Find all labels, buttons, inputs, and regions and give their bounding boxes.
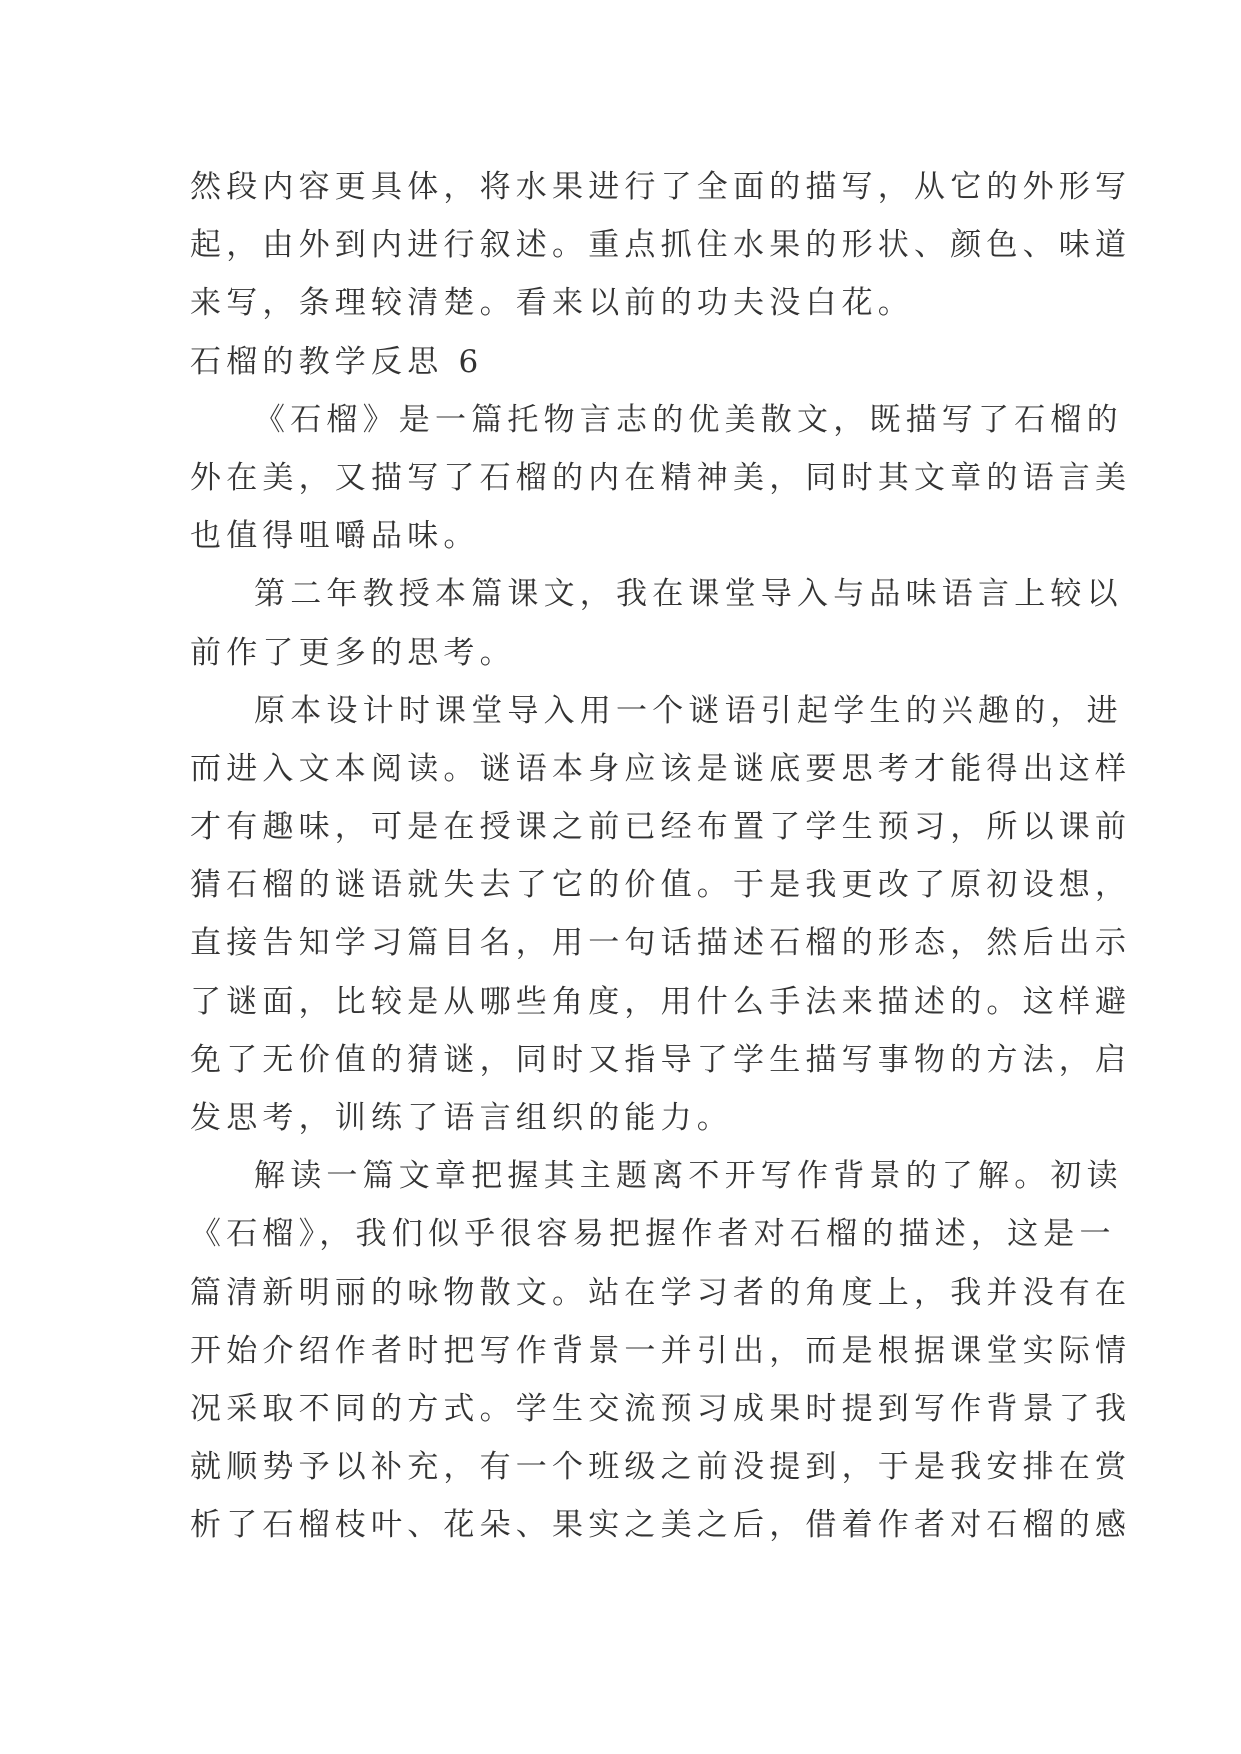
section-heading: 石榴的教学反思 6 <box>190 343 484 380</box>
text-line: 况采取不同的方式。学生交流预习成果时提到写作背景了我 <box>190 1390 1132 1427</box>
text-line: 就顺势予以补充，有一个班级之前没提到，于是我安排在赏 <box>190 1449 1132 1486</box>
text-line: 发思考，训练了语言组织的能力。 <box>190 1100 733 1136</box>
text-line: 然段内容更具体，将水果进行了全面的描写，从它的外形写 <box>190 169 1132 205</box>
text-line: 《石榴》，我们似乎很容易把握作者对石榴的描述，这是一 <box>190 1216 1116 1253</box>
text-line: 起，由外到内进行叙述。重点抓住水果的形状、颜色、味道 <box>190 227 1132 264</box>
text-line: 而进入文本阅读。谜语本身应该是谜底要思考才能得出这样 <box>190 750 1132 787</box>
text-line: 原本设计时课堂导入用一个谜语引起学生的兴趣的，进 <box>254 692 1123 729</box>
text-line: 《石榴》是一篇托物言志的优美散文，既描写了石榴的 <box>254 401 1123 438</box>
text-line: 析了石榴枝叶、花朵、果实之美之后，借着作者对石榴的感 <box>190 1507 1132 1544</box>
document-body <box>190 158 1132 1555</box>
text-line: 外在美，又描写了石榴的内在精神美，同时其文章的语言美 <box>190 459 1132 496</box>
text-line: 免了无价值的猜谜，同时又指导了学生描写事物的方法，启 <box>190 1041 1132 1078</box>
text-line: 来写，条理较清楚。看来以前的功夫没白花。 <box>190 285 914 322</box>
text-line: 才有趣味，可是在授课之前已经布置了学生预习，所以课前 <box>190 809 1132 846</box>
text-line: 篇清新明丽的咏物散文。站在学习者的角度上，我并没有在 <box>190 1274 1132 1311</box>
text-line: 直接告知学习篇目名，用一句话描述石榴的形态，然后出示 <box>190 925 1132 962</box>
text-line: 猜石榴的谜语就失去了它的价值。于是我更改了原初设想， <box>190 867 1132 904</box>
text-line: 第二年教授本篇课文，我在课堂导入与品味语言上较以 <box>254 576 1123 613</box>
text-line: 了谜面，比较是从哪些角度，用什么手法来描述的。这样避 <box>190 983 1132 1020</box>
text-line: 前作了更多的思考。 <box>190 634 516 671</box>
text-line: 解读一篇文章把握其主题离不开写作背景的了解。初读 <box>254 1158 1123 1195</box>
text-line: 开始介绍作者时把写作背景一并引出，而是根据课堂实际情 <box>190 1332 1132 1369</box>
text-line: 也值得咀嚼品味。 <box>190 518 480 555</box>
